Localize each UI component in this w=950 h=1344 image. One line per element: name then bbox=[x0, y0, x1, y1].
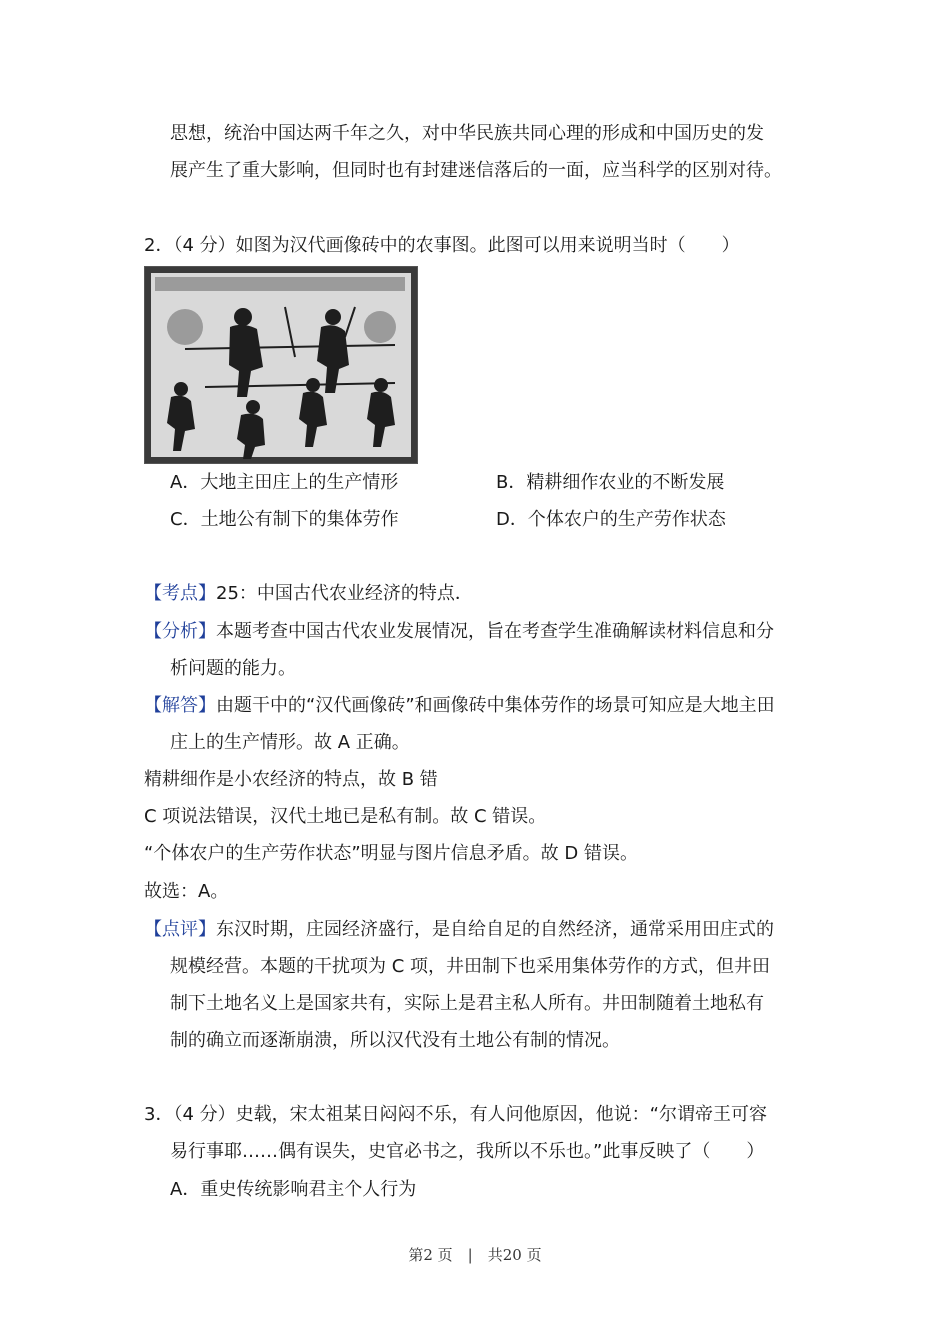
jieda-line1 bbox=[144, 694, 775, 718]
q1-tail-line2: 展产生了重大影响，但同时也有封建迷信落后的一面，应当科学的区别对待。 bbox=[170, 160, 782, 181]
kaodian-section bbox=[144, 582, 473, 606]
kaodian-text: 25：中国古代农业经济的特点． bbox=[216, 583, 473, 604]
jieda-line6: 故选：A。 bbox=[144, 881, 229, 902]
fenxi-tag: 【分析】 bbox=[144, 621, 216, 642]
han-brick-farming-image bbox=[144, 266, 418, 464]
page-footer: 第2 页 | 共20 页 bbox=[408, 1246, 542, 1264]
jieda-tag: 【解答】 bbox=[144, 695, 216, 716]
farming-scene-illustration bbox=[145, 267, 417, 463]
jieda-text: 由题干中的“汉代画像砖”和画像砖中集体劳作的场景可知应是大地主田 bbox=[216, 695, 775, 716]
jieda-line2: 庄上的生产情形。故 A 正确。 bbox=[170, 732, 410, 753]
jieda-line3: 精耕细作是小农经济的特点，故 B 错 bbox=[144, 769, 438, 790]
q2-option-c[interactable]: C．土地公有制下的集体劳作 bbox=[170, 509, 399, 530]
fenxi-line2: 析问题的能力。 bbox=[170, 658, 296, 679]
q2-option-b[interactable]: B．精耕细作农业的不断发展 bbox=[496, 472, 725, 493]
q3-stem-line1: 3．（4 分）史载，宋太祖某日闷闷不乐，有人问他原因，他说：“尔谓帝王可容 bbox=[144, 1104, 767, 1125]
dianping-line2: 规模经营。本题的干扰项为 C 项，井田制下也采用集体劳作的方式，但井田 bbox=[170, 956, 771, 977]
dianping-line1 bbox=[144, 918, 774, 942]
q2-option-d[interactable]: D．个体农户的生产劳作状态 bbox=[496, 509, 726, 530]
q3-stem-line2: 易行事耶……偶有误失，史官必书之，我所以不乐也。”此事反映了（ ） bbox=[170, 1141, 765, 1162]
q2-stem: 2．（4 分）如图为汉代画像砖中的农事图。此图可以用来说明当时（ ） bbox=[144, 235, 740, 256]
fenxi-text: 本题考查中国古代农业发展情况，旨在考查学生准确解读材料信息和分 bbox=[216, 621, 774, 642]
dianping-line4: 制的确立而逐渐崩溃，所以汉代没有土地公有制的情况。 bbox=[170, 1030, 620, 1051]
jieda-line5: “个体农户的生产劳作状态”明显与图片信息矛盾。故 D 错误。 bbox=[144, 843, 638, 864]
q2-option-a[interactable]: A．大地主田庄上的生产情形 bbox=[170, 472, 399, 493]
q3-option-a[interactable]: A．重史传统影响君主个人行为 bbox=[170, 1179, 417, 1200]
fenxi-line1 bbox=[144, 620, 774, 644]
dianping-line3: 制下土地名义上是国家共有，实际上是君主私人所有。井田制随着土地私有 bbox=[170, 993, 764, 1014]
dianping-text: 东汉时期，庄园经济盛行，是自给自足的自然经济，通常采用田庄式的 bbox=[216, 919, 774, 940]
jieda-line4: C 项说法错误，汉代土地已是私有制。故 C 错误。 bbox=[144, 806, 547, 827]
q1-tail-line1: 思想，统治中国达两千年之久，对中华民族共同心理的形成和中国历史的发 bbox=[170, 123, 764, 144]
kaodian-tag: 【考点】 bbox=[144, 583, 216, 604]
dianping-tag: 【点评】 bbox=[144, 919, 216, 940]
